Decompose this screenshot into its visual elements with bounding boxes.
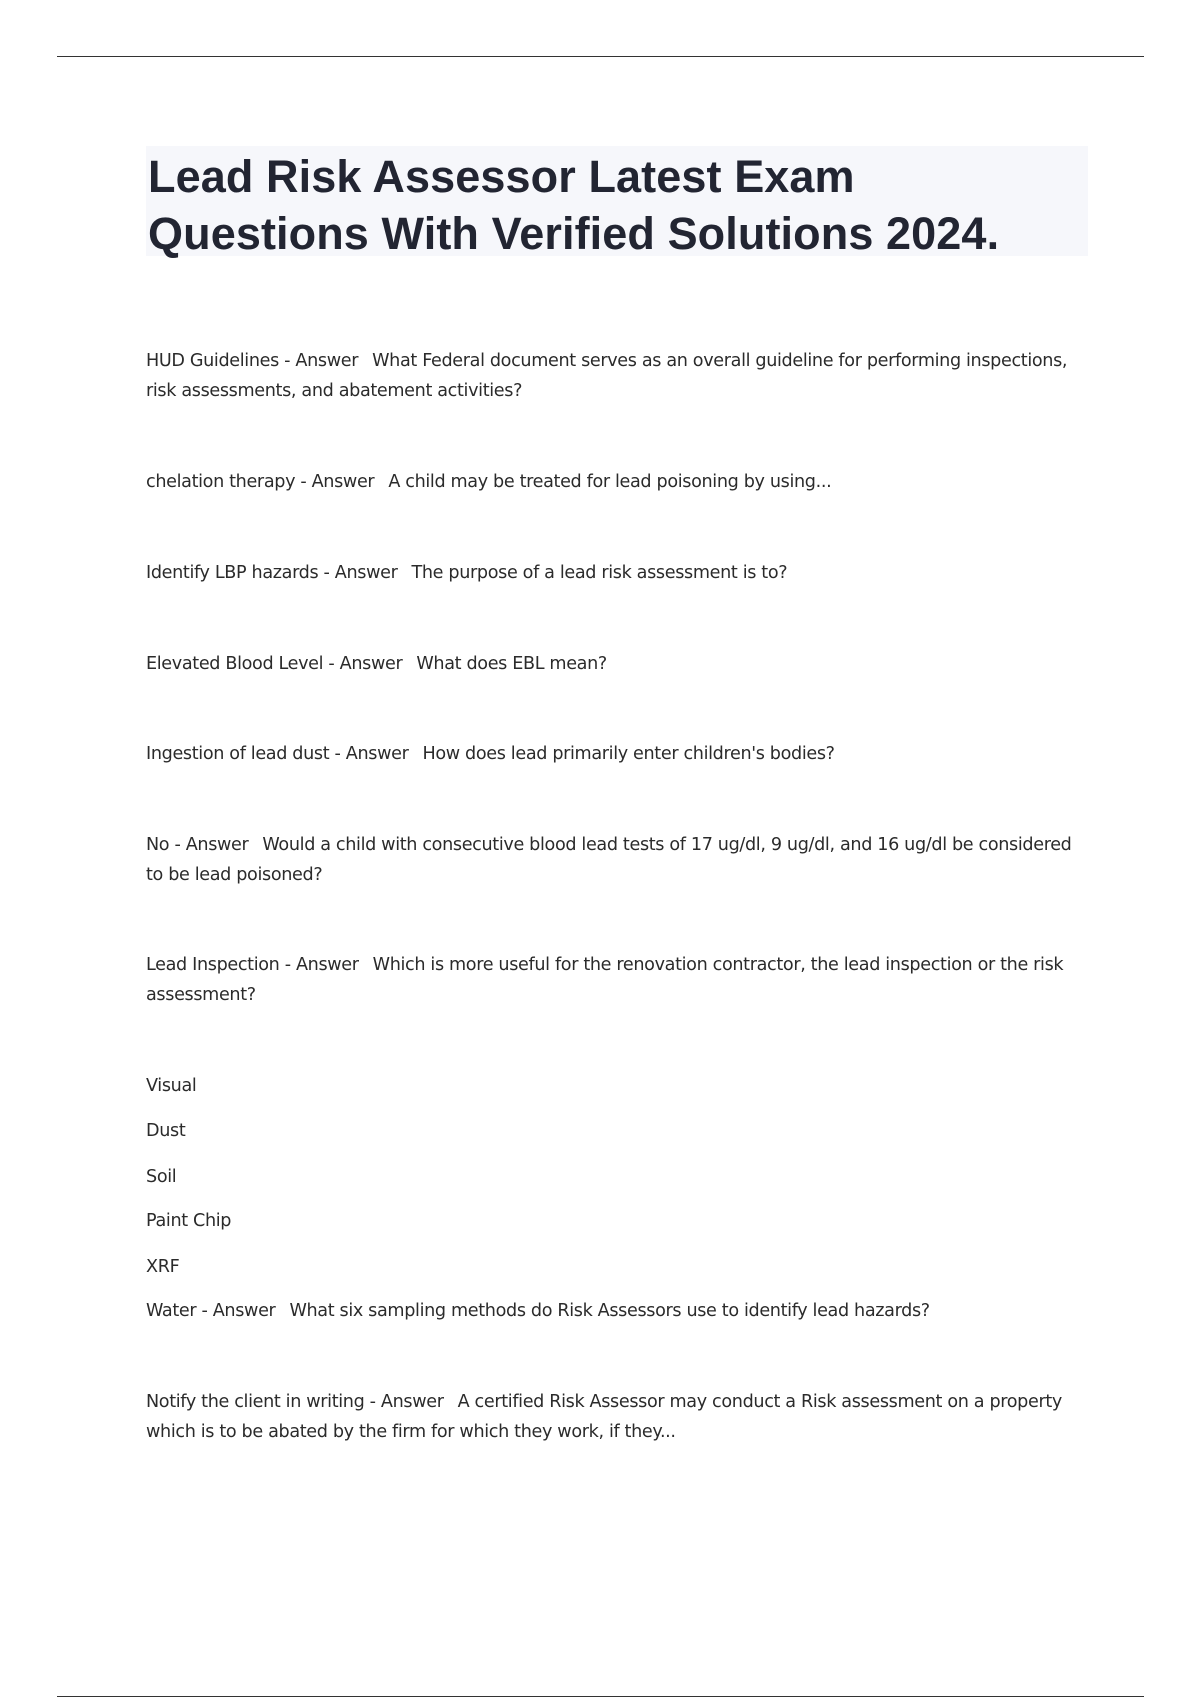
- answer-text: Lead Inspection - Answer: [146, 955, 359, 975]
- title-line-2: Questions With Verified Solutions 2024.: [148, 208, 1000, 259]
- sampling-method: Visual: [146, 1076, 197, 1096]
- qa-entry: [146, 830, 1086, 890]
- document-title: [148, 148, 1086, 262]
- sampling-method: XRF: [146, 1257, 180, 1277]
- answer-text: Identify LBP hazards - Answer: [146, 563, 398, 583]
- answer-text: Elevated Blood Level - Answer: [146, 654, 403, 674]
- question-text: What six sampling methods do Risk Assessors use to identify lead hazards?: [289, 1301, 930, 1321]
- answer-text: chelation therapy - Answer: [146, 472, 375, 492]
- sampling-method: Paint Chip: [146, 1211, 232, 1231]
- question-text: A child may be treated for lead poisoning by using...: [388, 472, 832, 492]
- qa-entry: [146, 558, 1086, 588]
- qa-entry: [146, 649, 1086, 679]
- question-text: What does EBL mean?: [416, 654, 607, 674]
- qa-entry: [146, 346, 1086, 406]
- answer-text: Notify the client in writing - Answer: [146, 1392, 444, 1412]
- top-rule: [57, 56, 1144, 57]
- answer-text: HUD Guidelines - Answer: [146, 351, 359, 371]
- answer-text: Water - Answer: [146, 1301, 276, 1321]
- qa-entry: [146, 739, 1086, 769]
- title-block: [146, 146, 1088, 259]
- title-line-1: Lead Risk Assessor Latest Exam: [148, 151, 855, 202]
- answer-text: No - Answer: [146, 835, 249, 855]
- qa-entry: [146, 467, 1086, 497]
- question-text: A certified Risk Assessor may conduct a Risk assessment on a property which is to be abated by the firm for which they work, if they...: [146, 1392, 1062, 1442]
- qa-entry: [146, 1387, 1086, 1447]
- sampling-method: Soil: [146, 1167, 177, 1187]
- qa-entry: [146, 1296, 1086, 1326]
- bottom-rule: [57, 1696, 1144, 1697]
- sampling-method: Dust: [146, 1121, 186, 1141]
- question-text: Which is more useful for the renovation contractor, the lead inspection or the risk assessment?: [146, 955, 1064, 1005]
- question-text: Would a child with consecutive blood lead tests of 17 ug/dl, 9 ug/dl, and 16 ug/dl be considered to be lead poisoned?: [146, 835, 1072, 885]
- question-text: What Federal document serves as an overall guideline for performing inspections, risk assessments, and abatement activities?: [146, 351, 1068, 401]
- question-text: The purpose of a lead risk assessment is to?: [411, 563, 788, 583]
- answer-text: Ingestion of lead dust - Answer: [146, 744, 409, 764]
- question-text: How does lead primarily enter children's bodies?: [422, 744, 835, 764]
- qa-entry: [146, 950, 1086, 1010]
